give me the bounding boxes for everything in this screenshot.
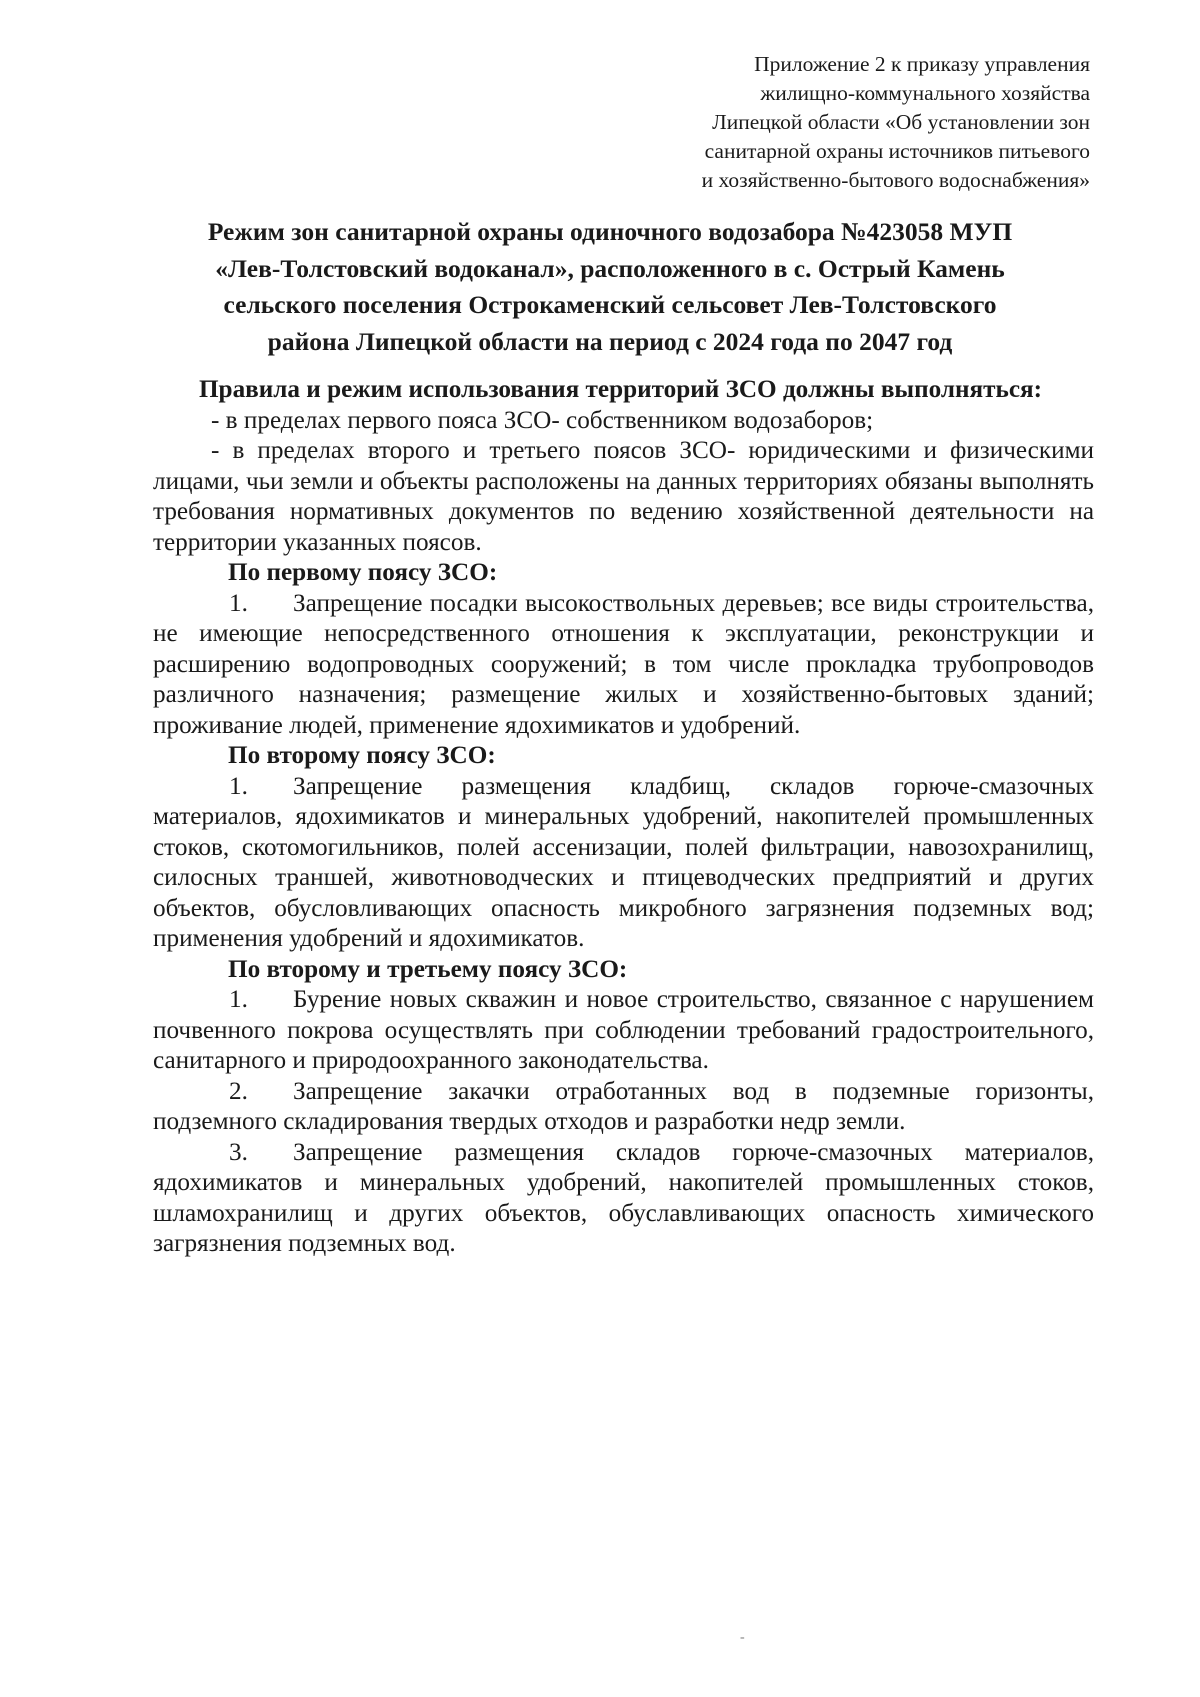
title-line: сельского поселения Острокаменский сельсовет Лев-Толстовского	[223, 290, 997, 319]
appendix-line: жилищно-коммунального хозяйства	[760, 81, 1090, 105]
rules-heading: Правила и режим использования территорий ЗСО должны выполняться:	[198, 376, 1043, 403]
document-title	[150, 214, 1070, 360]
item-text: Бурение новых скважин и новое строительство, связанное с нарушением почвенного покрова осуществлять при соблюдении требований градостроительного, санитарного и природоохранного законодательства.	[153, 986, 1094, 1074]
second-third-belt-heading: По второму и третьему поясу ЗСО:	[228, 955, 628, 983]
second-third-belt-item	[153, 985, 1094, 1077]
appendix-note	[570, 50, 1090, 195]
title-line: Режим зон санитарной охраны одиночного водозабора №423058 МУП	[207, 217, 1013, 246]
rules-bullet-second-third-belt: - в пределах второго и третьего поясов ЗСО- юридическими и физическими лицами, чьи земли и объекты расположены на данных территориях обязаны выполнять требования нормативных документов по ведению хозяйственной деятельности на территории указанных поясов.	[153, 437, 1094, 556]
item-number: 3.	[229, 1138, 248, 1166]
title-line: района Липецкой области на период с 2024 года по 2047 год	[267, 326, 953, 356]
second-third-belt-item	[153, 1077, 1094, 1138]
appendix-line: санитарной охраны источников питьевого	[704, 139, 1090, 163]
second-belt-item	[153, 772, 1094, 955]
item-number: 1.	[229, 986, 248, 1013]
rules-bullet-first-belt: - в пределах первого пояса ЗСО- собственником водозаборов;	[211, 406, 874, 434]
item-number: 2.	[229, 1077, 248, 1105]
appendix-line: и хозяйственно-бытового водоснабжения»	[701, 168, 1090, 192]
item-text: Запрещение размещения кладбищ, складов горюче-смазочных материалов, ядохимикатов и минеральных удобрений, накопителей промышленных стоков, скотомогильников, полей ассенизации, полей фильтрации, навозохранилищ, силосных траншей, животноводческих и птицеводческих предприятий и других объектов, обусловливающих опасность микробного загрязнения подземных вод; применения удобрений и ядохимикатов.	[153, 772, 1094, 952]
second-third-belt-item	[153, 1138, 1094, 1260]
first-belt-heading: По первому поясу ЗСО:	[228, 559, 498, 586]
appendix-line: Липецкой области «Об установлении зон	[712, 110, 1090, 134]
item-text: Запрещение посадки высокоствольных деревьев; все виды строительства, не имеющие непосредственного отношения к эксплуатации, реконструкции и расширению водопроводных сооружений; в том числе прокладка трубопроводов различного назначения; размещение жилых и хозяйственно-бытовых зданий; проживание людей, применение ядохимикатов и удобрений.	[153, 589, 1094, 739]
appendix-line: Приложение 2 к приказу управления	[754, 52, 1090, 76]
item-text: Запрещение размещения складов горюче-смазочных материалов, ядохимикатов и минеральных удобрений, накопителей промышленных стоков, шламохранилищ и других объектов, обуславливающих опасность химического загрязнения подземных вод.	[153, 1138, 1094, 1257]
page-mark: -	[740, 1630, 745, 1645]
document-body	[153, 375, 1094, 1260]
item-text: Запрещение закачки отработанных вод в подземные горизонты, подземного складирования твердых отходов и разработки недр земли.	[153, 1077, 1094, 1135]
item-number: 1.	[229, 589, 248, 617]
item-number: 1.	[229, 772, 248, 800]
title-line: «Лев-Толстовский водоканал», расположенного в с. Острый Камень	[215, 253, 1005, 283]
second-belt-heading: По второму поясу ЗСО:	[228, 742, 496, 769]
first-belt-item	[153, 589, 1094, 742]
